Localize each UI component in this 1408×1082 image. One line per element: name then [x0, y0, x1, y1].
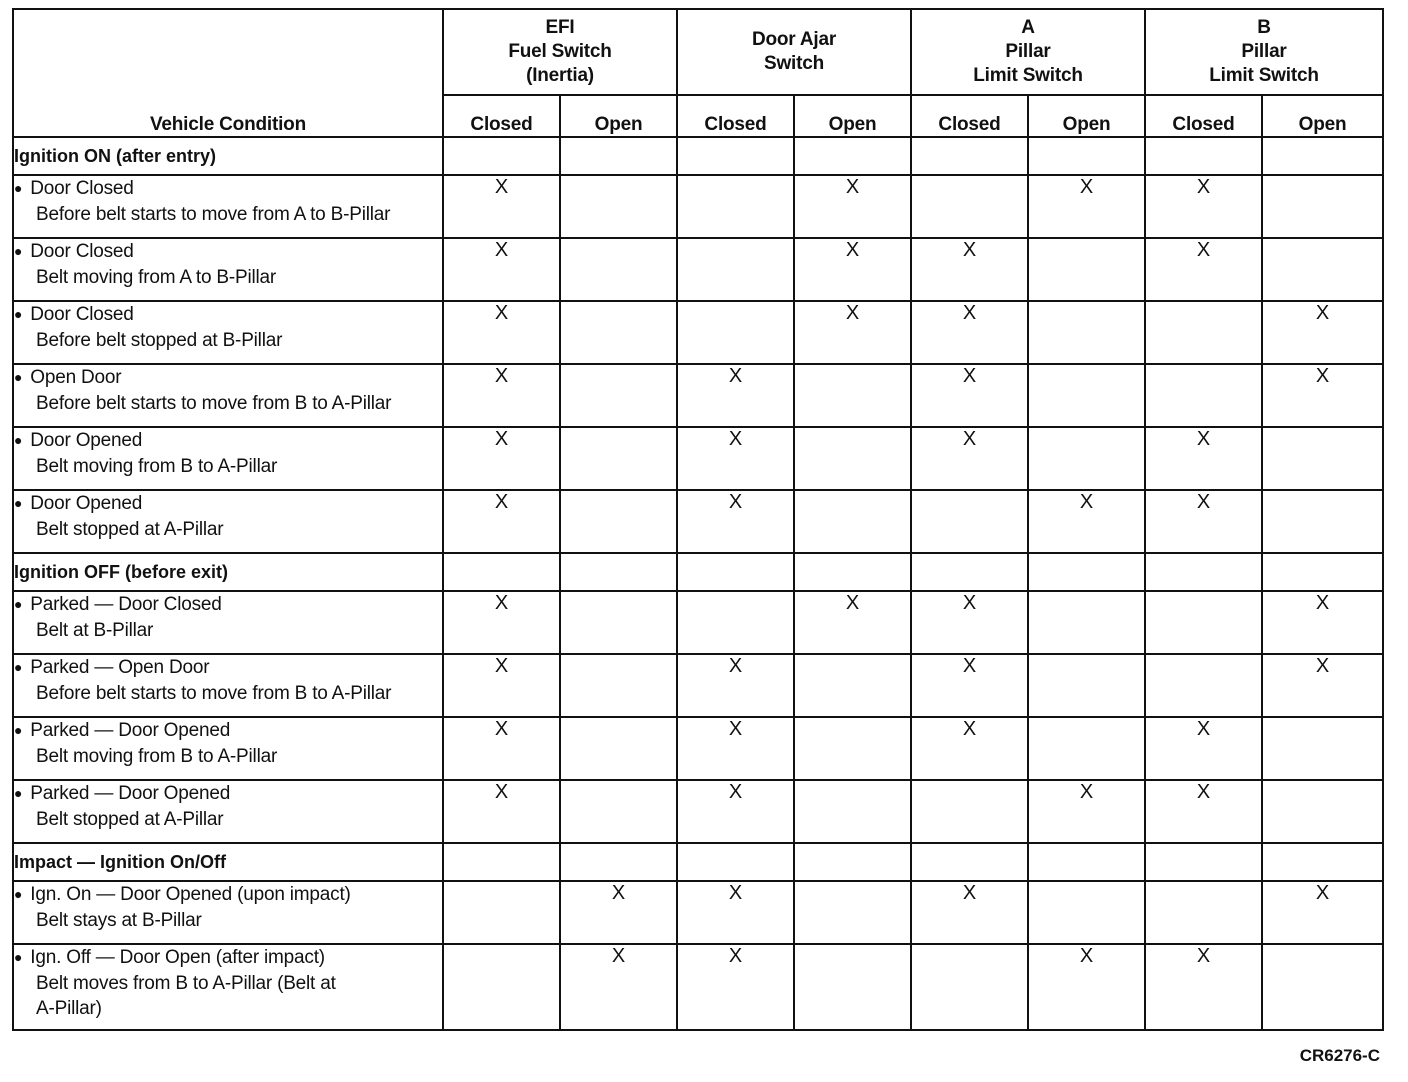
section-empty-cell — [794, 843, 911, 881]
condition-detail: Belt moving from B to A-Pillar — [36, 456, 278, 477]
condition-cell — [13, 490, 443, 553]
condition-cell — [13, 717, 443, 780]
switch-state-mark: X — [677, 490, 794, 553]
efi-fuel-switch-header: EFI Fuel Switch (Inertia) — [443, 9, 677, 95]
section-label: Impact — Ignition On/Off — [13, 843, 443, 881]
switch-state-mark: X — [677, 364, 794, 427]
switch-state-mark — [794, 717, 911, 780]
switch-state-mark: X — [443, 490, 560, 553]
figure-id: CR6276-C — [1299, 1046, 1380, 1065]
switch-state-mark: X — [560, 881, 677, 944]
a-pillar-limit-switch-header: A Pillar Limit Switch — [911, 9, 1145, 95]
switch-state-mark: X — [1028, 490, 1145, 553]
condition-cell — [13, 238, 443, 301]
condition-title: ● Door Opened — [14, 491, 442, 517]
door-ajar-switch-header: Door Ajar Switch — [677, 9, 911, 95]
switch-state-mark — [560, 427, 677, 490]
table-row — [13, 238, 1383, 301]
switch-state-mark — [677, 591, 794, 654]
condition-detail: Belt moving from B to A-Pillar — [36, 746, 278, 767]
condition-detail: Before belt stopped at B-Pillar — [36, 330, 283, 351]
switch-state-mark — [560, 175, 677, 238]
switch-state-mark — [794, 780, 911, 843]
switch-state-mark — [1028, 881, 1145, 944]
condition-cell — [13, 881, 443, 944]
switch-state-mark — [1145, 591, 1262, 654]
switch-state-mark: X — [677, 717, 794, 780]
condition-cell — [13, 364, 443, 427]
switch-state-mark — [443, 881, 560, 944]
switch-state-mark — [560, 717, 677, 780]
table-row — [13, 717, 1383, 780]
section-label: Ignition OFF (before exit) — [13, 553, 443, 591]
switch-condition-table-sheet — [12, 8, 1382, 1031]
section-empty-cell — [1028, 553, 1145, 591]
switch-state-mark: X — [443, 780, 560, 843]
condition-title: ● Ign. Off — Door Open (after impact) — [14, 945, 442, 971]
section-empty-cell — [1028, 137, 1145, 175]
switch-condition-table — [12, 8, 1384, 1031]
switch-state-mark: X — [794, 301, 911, 364]
efi-open-header: Open — [560, 95, 677, 137]
condition-cell — [13, 175, 443, 238]
switch-state-mark — [1145, 301, 1262, 364]
condition-title: ● Parked — Door Opened — [14, 718, 442, 744]
switch-state-mark: X — [677, 654, 794, 717]
switch-state-mark — [794, 881, 911, 944]
switch-state-mark — [1028, 364, 1145, 427]
section-row — [13, 843, 1383, 881]
section-empty-cell — [677, 137, 794, 175]
section-empty-cell — [911, 137, 1028, 175]
switch-state-mark: X — [1028, 780, 1145, 843]
switch-state-mark — [1262, 780, 1383, 843]
switch-state-mark: X — [677, 427, 794, 490]
table-body — [13, 137, 1383, 1030]
table-row — [13, 654, 1383, 717]
switch-state-mark: X — [794, 591, 911, 654]
switch-state-mark — [560, 490, 677, 553]
switch-state-mark: X — [1028, 944, 1145, 1030]
section-row — [13, 553, 1383, 591]
condition-cell — [13, 780, 443, 843]
condition-detail: Belt stays at B-Pillar — [36, 910, 202, 931]
condition-title: ● Ign. On — Door Opened (upon impact) — [14, 882, 442, 908]
switch-state-mark: X — [911, 238, 1028, 301]
condition-detail: Before belt starts to move from A to B-Pillar — [36, 204, 391, 225]
condition-cell — [13, 427, 443, 490]
switch-state-mark: X — [911, 717, 1028, 780]
condition-detail: Belt at B-Pillar — [36, 620, 154, 641]
switch-state-mark: X — [1262, 364, 1383, 427]
switch-state-mark — [911, 490, 1028, 553]
condition-title: ● Parked — Door Opened — [14, 781, 442, 807]
switch-state-mark: X — [1028, 175, 1145, 238]
switch-state-mark — [677, 238, 794, 301]
switch-state-mark: X — [677, 944, 794, 1030]
switch-state-mark: X — [560, 944, 677, 1030]
switch-state-mark — [794, 427, 911, 490]
switch-state-mark — [1145, 364, 1262, 427]
switch-state-mark — [794, 490, 911, 553]
switch-state-mark: X — [911, 881, 1028, 944]
section-empty-cell — [1262, 843, 1383, 881]
condition-detail: Belt moves from B to A-Pillar (Belt at — [36, 973, 336, 994]
condition-detail-continued: A-Pillar) — [36, 998, 102, 1019]
switch-state-mark: X — [677, 780, 794, 843]
switch-state-mark: X — [911, 427, 1028, 490]
switch-state-mark — [560, 591, 677, 654]
section-empty-cell — [677, 553, 794, 591]
b-pillar-open-header: Open — [1262, 95, 1383, 137]
switch-state-mark — [560, 238, 677, 301]
condition-detail: Belt stopped at A-Pillar — [36, 519, 224, 540]
switch-state-mark: X — [1145, 238, 1262, 301]
condition-cell — [13, 301, 443, 364]
condition-title: ● Door Opened — [14, 428, 442, 454]
section-empty-cell — [560, 843, 677, 881]
section-empty-cell — [1028, 843, 1145, 881]
switch-state-mark — [1262, 490, 1383, 553]
section-empty-cell — [911, 843, 1028, 881]
switch-state-mark — [911, 944, 1028, 1030]
table-row — [13, 364, 1383, 427]
switch-state-mark — [1145, 654, 1262, 717]
switch-state-mark — [677, 175, 794, 238]
switch-state-mark: X — [1145, 490, 1262, 553]
table-row — [13, 881, 1383, 944]
switch-state-mark: X — [443, 238, 560, 301]
switch-state-mark — [794, 654, 911, 717]
switch-state-mark — [911, 780, 1028, 843]
switch-state-mark: X — [911, 591, 1028, 654]
table-row — [13, 780, 1383, 843]
section-empty-cell — [560, 553, 677, 591]
vehicle-condition-header: Vehicle Condition — [13, 9, 443, 137]
table-row — [13, 944, 1383, 1030]
switch-state-mark — [560, 301, 677, 364]
switch-state-mark — [1028, 238, 1145, 301]
condition-cell — [13, 654, 443, 717]
section-row — [13, 137, 1383, 175]
section-empty-cell — [911, 553, 1028, 591]
switch-state-mark — [911, 175, 1028, 238]
switch-state-mark — [1262, 427, 1383, 490]
switch-state-mark: X — [794, 238, 911, 301]
switch-state-mark — [794, 944, 911, 1030]
switch-state-mark — [443, 944, 560, 1030]
door-ajar-closed-header: Closed — [677, 95, 794, 137]
section-empty-cell — [1262, 137, 1383, 175]
switch-state-mark: X — [1262, 591, 1383, 654]
switch-state-mark: X — [443, 427, 560, 490]
table-row — [13, 301, 1383, 364]
switch-state-mark — [1028, 717, 1145, 780]
section-empty-cell — [443, 553, 560, 591]
switch-state-mark: X — [1145, 427, 1262, 490]
switch-state-mark — [1028, 301, 1145, 364]
switch-state-mark — [794, 364, 911, 427]
switch-state-mark: X — [911, 301, 1028, 364]
section-empty-cell — [443, 137, 560, 175]
switch-state-mark: X — [1262, 881, 1383, 944]
condition-title: ● Parked — Door Closed — [14, 592, 442, 618]
section-empty-cell — [794, 553, 911, 591]
switch-state-mark: X — [1145, 944, 1262, 1030]
switch-state-mark — [1028, 591, 1145, 654]
switch-state-mark: X — [1145, 717, 1262, 780]
switch-state-mark — [1262, 717, 1383, 780]
condition-cell — [13, 591, 443, 654]
section-empty-cell — [1145, 843, 1262, 881]
table-row — [13, 427, 1383, 490]
condition-title: ● Door Closed — [14, 302, 442, 328]
switch-state-mark: X — [443, 717, 560, 780]
b-pillar-closed-header: Closed — [1145, 95, 1262, 137]
switch-state-mark: X — [911, 364, 1028, 427]
switch-state-mark — [1028, 427, 1145, 490]
switch-state-mark: X — [677, 881, 794, 944]
door-ajar-open-header: Open — [794, 95, 911, 137]
table-row — [13, 591, 1383, 654]
switch-state-mark: X — [1145, 780, 1262, 843]
switch-state-mark: X — [443, 591, 560, 654]
switch-state-mark — [1262, 944, 1383, 1030]
efi-closed-header: Closed — [443, 95, 560, 137]
condition-detail: Belt moving from A to B-Pillar — [36, 267, 277, 288]
section-empty-cell — [677, 843, 794, 881]
condition-detail: Before belt starts to move from B to A-Pillar — [36, 393, 392, 414]
a-pillar-closed-header: Closed — [911, 95, 1028, 137]
section-empty-cell — [560, 137, 677, 175]
switch-state-mark — [1028, 654, 1145, 717]
b-pillar-limit-switch-header: B Pillar Limit Switch — [1145, 9, 1383, 95]
switch-state-mark: X — [443, 301, 560, 364]
condition-title: ● Door Closed — [14, 176, 442, 202]
switch-state-mark — [677, 301, 794, 364]
switch-state-mark — [1145, 881, 1262, 944]
switch-state-mark — [1262, 175, 1383, 238]
section-label: Ignition ON (after entry) — [13, 137, 443, 175]
switch-state-mark: X — [1262, 654, 1383, 717]
condition-title: ● Parked — Open Door — [14, 655, 442, 681]
section-empty-cell — [443, 843, 560, 881]
condition-title: ● Open Door — [14, 365, 442, 391]
condition-detail: Before belt starts to move from B to A-Pillar — [36, 683, 392, 704]
switch-state-mark: X — [1262, 301, 1383, 364]
switch-state-mark — [560, 654, 677, 717]
switch-state-mark: X — [443, 654, 560, 717]
table-row — [13, 175, 1383, 238]
switch-state-mark: X — [443, 364, 560, 427]
section-empty-cell — [1262, 553, 1383, 591]
switch-state-mark: X — [794, 175, 911, 238]
switch-state-mark: X — [911, 654, 1028, 717]
switch-state-mark — [560, 364, 677, 427]
section-empty-cell — [1145, 137, 1262, 175]
a-pillar-open-header: Open — [1028, 95, 1145, 137]
section-empty-cell — [794, 137, 911, 175]
table-row — [13, 490, 1383, 553]
switch-state-mark: X — [443, 175, 560, 238]
section-empty-cell — [1145, 553, 1262, 591]
switch-state-mark — [1262, 238, 1383, 301]
condition-title: ● Door Closed — [14, 239, 442, 265]
condition-detail: Belt stopped at A-Pillar — [36, 809, 224, 830]
switch-state-mark: X — [1145, 175, 1262, 238]
condition-cell — [13, 944, 443, 1030]
switch-state-mark — [560, 780, 677, 843]
